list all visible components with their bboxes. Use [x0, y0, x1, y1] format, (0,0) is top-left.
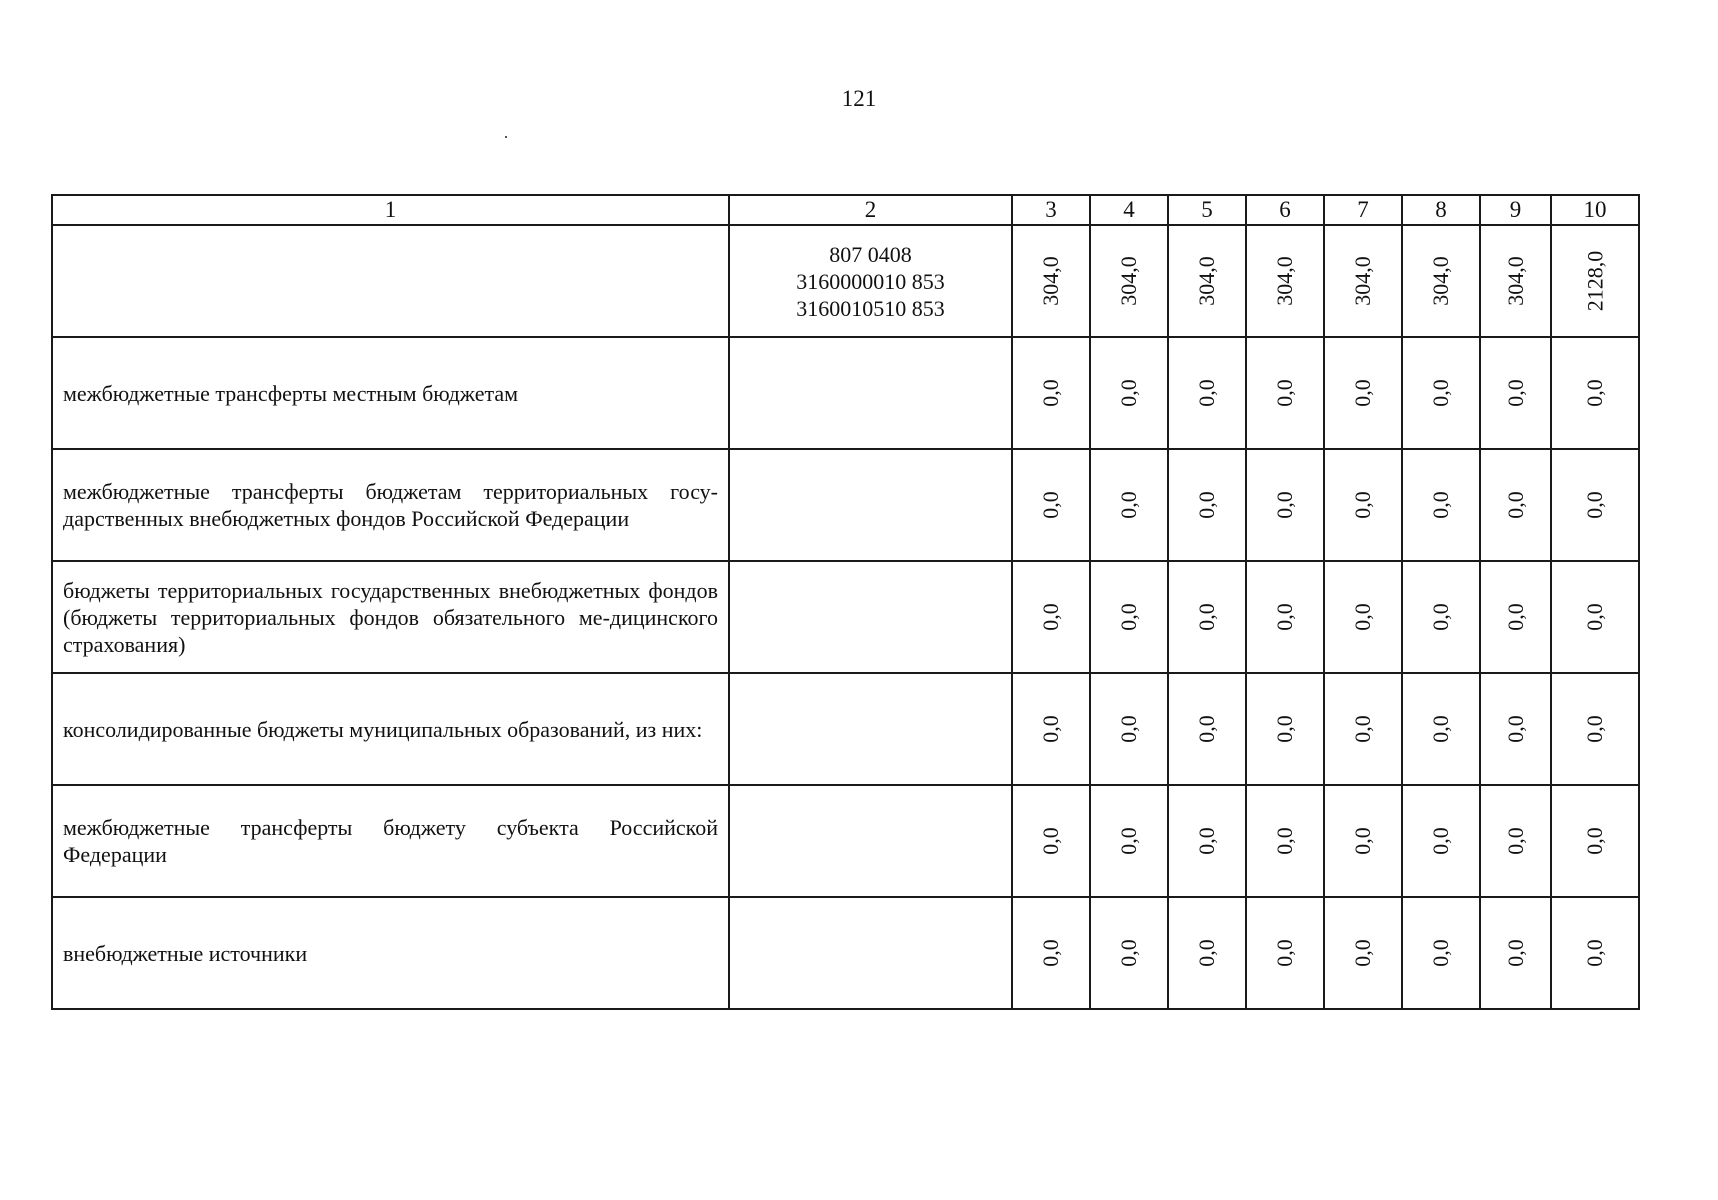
value-text: 304,0 — [1116, 256, 1141, 306]
value-cell — [1402, 785, 1480, 897]
value-cell — [1090, 561, 1168, 673]
value-text: 0,0 — [1116, 491, 1141, 519]
column-header: 6 — [1246, 195, 1324, 225]
table-body — [52, 195, 1639, 1009]
value-text: 0,0 — [1272, 603, 1297, 631]
value-text: 0,0 — [1428, 715, 1453, 743]
value-text: 0,0 — [1428, 603, 1453, 631]
value-cell — [1246, 785, 1324, 897]
value-text: 0,0 — [1116, 827, 1141, 855]
value-text: 0,0 — [1194, 827, 1219, 855]
value-cell — [1324, 225, 1402, 337]
value-text: 0,0 — [1428, 379, 1453, 407]
column-header: 7 — [1324, 195, 1402, 225]
value-cell — [1480, 337, 1551, 449]
value-text: 0,0 — [1350, 379, 1375, 407]
value-cell — [1402, 561, 1480, 673]
value-cell — [1090, 449, 1168, 561]
budget-code-cell — [729, 673, 1012, 785]
column-header: 5 — [1168, 195, 1246, 225]
value-text: 0,0 — [1272, 827, 1297, 855]
value-cell — [1090, 785, 1168, 897]
value-text: 0,0 — [1038, 715, 1063, 743]
value-text: 0,0 — [1502, 939, 1528, 967]
value-cell — [1012, 449, 1090, 561]
column-header: 2 — [729, 195, 1012, 225]
value-cell — [1480, 225, 1551, 337]
value-text: 0,0 — [1582, 715, 1607, 743]
value-cell — [1551, 673, 1639, 785]
value-text: 2128,0 — [1582, 250, 1607, 312]
value-cell — [1551, 225, 1639, 337]
value-text: 0,0 — [1582, 939, 1607, 967]
value-cell — [1480, 561, 1551, 673]
value-cell — [1480, 673, 1551, 785]
row-description: межбюджетные трансферты бюджету субъекта Российской Федерации — [52, 785, 729, 897]
budget-code-cell — [729, 337, 1012, 449]
column-header: 8 — [1402, 195, 1480, 225]
value-cell — [1246, 897, 1324, 1009]
value-text: 304,0 — [1502, 256, 1528, 306]
value-cell — [1246, 337, 1324, 449]
row-description: межбюджетные трансферты местным бюджетам — [52, 337, 729, 449]
value-cell — [1402, 897, 1480, 1009]
value-text: 0,0 — [1502, 603, 1528, 631]
value-text: 0,0 — [1116, 939, 1141, 967]
value-text: 0,0 — [1350, 939, 1375, 967]
value-text: 0,0 — [1582, 379, 1607, 407]
table-row — [52, 561, 1639, 673]
value-cell — [1012, 337, 1090, 449]
value-cell — [1246, 225, 1324, 337]
value-text: 0,0 — [1350, 603, 1375, 631]
value-cell — [1324, 673, 1402, 785]
value-cell — [1402, 337, 1480, 449]
value-text: 0,0 — [1582, 491, 1607, 519]
value-cell — [1246, 449, 1324, 561]
row-description: бюджеты территориальных государственных внебюджетных фондов (бюджеты территориальных фондов обязательного ме-дицинского страхования) — [52, 561, 729, 673]
budget-code-cell — [729, 449, 1012, 561]
value-cell — [1324, 449, 1402, 561]
row-description: межбюджетные трансферты бюджетам территориальных госу-дарственных внебюджетных фондов Российской Федерации — [52, 449, 729, 561]
value-cell — [1246, 561, 1324, 673]
value-text: 0,0 — [1502, 715, 1528, 743]
value-cell — [1480, 785, 1551, 897]
row-description: консолидированные бюджеты муниципальных образований, из них: — [52, 673, 729, 785]
value-text: 0,0 — [1582, 827, 1607, 855]
value-cell — [1090, 225, 1168, 337]
value-cell — [1090, 897, 1168, 1009]
value-cell — [1168, 897, 1246, 1009]
column-number-row — [52, 195, 1639, 225]
value-text: 0,0 — [1428, 491, 1453, 519]
value-cell — [1246, 673, 1324, 785]
value-text: 0,0 — [1272, 491, 1297, 519]
value-text: 0,0 — [1038, 827, 1063, 855]
value-text: 304,0 — [1272, 256, 1297, 306]
value-cell — [1551, 337, 1639, 449]
table-row — [52, 673, 1639, 785]
value-text: 0,0 — [1350, 491, 1375, 519]
value-cell — [1324, 337, 1402, 449]
column-header: 4 — [1090, 195, 1168, 225]
value-cell — [1012, 785, 1090, 897]
value-text: 0,0 — [1428, 939, 1453, 967]
value-text: 0,0 — [1272, 715, 1297, 743]
value-text: 0,0 — [1194, 603, 1219, 631]
value-text: 0,0 — [1428, 827, 1453, 855]
value-text: 0,0 — [1038, 603, 1063, 631]
budget-table — [51, 194, 1640, 1010]
table-row — [52, 897, 1639, 1009]
value-text: 0,0 — [1194, 491, 1219, 519]
value-text: 0,0 — [1194, 715, 1219, 743]
column-header: 3 — [1012, 195, 1090, 225]
value-cell — [1324, 897, 1402, 1009]
value-cell — [1324, 561, 1402, 673]
budget-code-cell — [729, 225, 1012, 337]
value-text: 0,0 — [1350, 827, 1375, 855]
value-cell — [1324, 785, 1402, 897]
value-cell — [1551, 561, 1639, 673]
value-cell — [1168, 225, 1246, 337]
value-cell — [1480, 897, 1551, 1009]
budget-code-cell — [729, 785, 1012, 897]
value-cell — [1012, 897, 1090, 1009]
value-text: 0,0 — [1194, 939, 1219, 967]
value-cell — [1168, 561, 1246, 673]
value-text: 0,0 — [1038, 491, 1063, 519]
value-text: 0,0 — [1272, 939, 1297, 967]
table-row — [52, 225, 1639, 337]
value-cell — [1090, 673, 1168, 785]
value-text: 304,0 — [1038, 256, 1063, 306]
column-header: 10 — [1551, 195, 1639, 225]
budget-code-cell — [729, 897, 1012, 1009]
value-text: 0,0 — [1502, 379, 1528, 407]
value-cell — [1551, 897, 1639, 1009]
column-header: 1 — [52, 195, 729, 225]
value-text: 0,0 — [1038, 379, 1063, 407]
value-text: 0,0 — [1038, 939, 1063, 967]
value-text: 304,0 — [1194, 256, 1219, 306]
value-cell — [1402, 449, 1480, 561]
row-description: внебюджетные источники — [52, 897, 729, 1009]
table-row — [52, 449, 1639, 561]
value-cell — [1402, 673, 1480, 785]
value-cell — [1551, 785, 1639, 897]
value-text: 0,0 — [1502, 827, 1528, 855]
value-text: 304,0 — [1350, 256, 1375, 306]
value-cell — [1480, 449, 1551, 561]
value-cell — [1168, 673, 1246, 785]
value-cell — [1168, 785, 1246, 897]
scan-speck — [505, 136, 507, 138]
value-cell — [1012, 225, 1090, 337]
budget-code-cell — [729, 561, 1012, 673]
table-row — [52, 337, 1639, 449]
column-header: 9 — [1480, 195, 1551, 225]
value-text: 0,0 — [1272, 379, 1297, 407]
value-text: 0,0 — [1582, 603, 1607, 631]
page-number: 121 — [841, 86, 877, 111]
budget-code-line: 3160010510 853 — [796, 295, 945, 321]
value-cell — [1012, 673, 1090, 785]
value-text: 0,0 — [1350, 715, 1375, 743]
value-cell — [1090, 337, 1168, 449]
value-text: 0,0 — [1194, 379, 1219, 407]
value-text: 0,0 — [1116, 715, 1141, 743]
table-row — [52, 785, 1639, 897]
value-text: 304,0 — [1428, 256, 1453, 306]
value-cell — [1168, 337, 1246, 449]
row-description — [52, 225, 729, 337]
value-cell — [1402, 225, 1480, 337]
budget-code-line: 3160000010 853 — [796, 268, 945, 294]
value-cell — [1012, 561, 1090, 673]
value-text: 0,0 — [1116, 379, 1141, 407]
value-text: 0,0 — [1116, 603, 1141, 631]
budget-code-line: 807 0408 — [829, 241, 912, 267]
value-cell — [1551, 449, 1639, 561]
value-text: 0,0 — [1502, 491, 1528, 519]
value-cell — [1168, 449, 1246, 561]
